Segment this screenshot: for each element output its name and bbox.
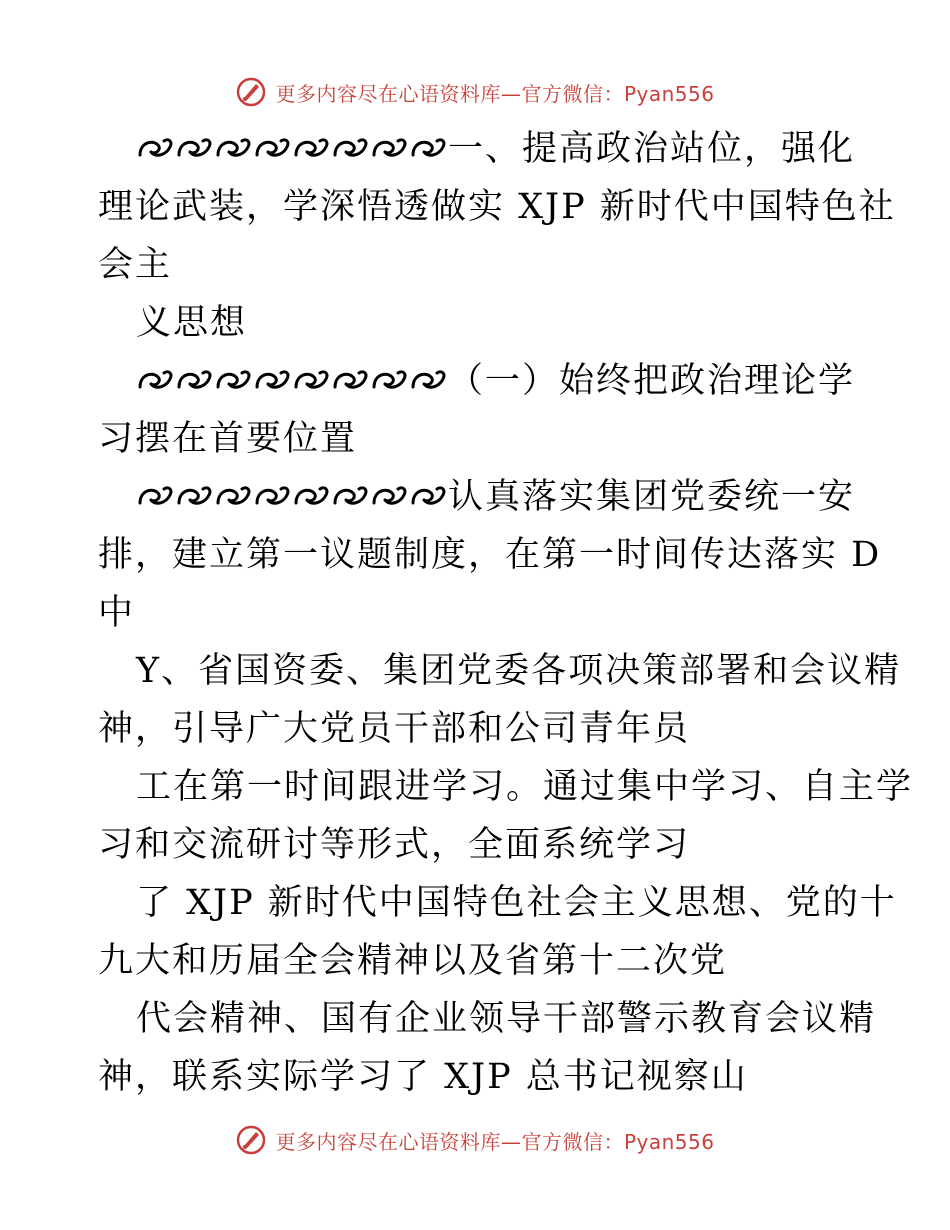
text-line-content: Y、省国资委、集团党委各项决策部署和会议精 [136,651,902,691]
flourish-ornament-svg [136,365,448,395]
logo-icon [235,1124,267,1156]
text-line [136,767,913,807]
header-watermark [0,72,950,112]
text-line-content: （一）始终把政治理论学 [448,361,856,401]
text-line-content: 了 XJP 新时代中国特色社会主义思想、党的十 [136,883,897,923]
text-line-content: 排，建立第一议题制度，在第一时间传达落实 D [98,535,882,575]
logo-icon [235,76,267,108]
flourish-ornament-icon [136,365,448,395]
text-line [98,535,881,575]
text-line-content: 理论武装，学深悟透做实 XJP 新时代中国特色社 [98,187,896,227]
text-line [136,129,855,169]
text-line [98,941,727,981]
text-line [98,1057,748,1097]
footer-watermark-text: 更多内容尽在心语资料库—官方微信：Pyan556 [275,1129,715,1154]
text-line [136,651,901,691]
text-line [98,825,690,865]
text-line-content: 神，联系实际学习了 XJP 总书记视察山 [98,1057,748,1097]
flourish-ornament-icon [136,481,448,511]
text-line-content: 习和交流研讨等形式，全面系统学习 [98,825,691,865]
text-line [98,245,172,285]
text-line-content: 工在第一时间跟进学习。通过集中学习、自主学 [136,767,914,807]
text-line [136,477,855,517]
text-line [136,883,897,923]
text-line-content: 神，引导广大党员干部和公司青年员 [98,709,691,749]
text-line [136,361,855,401]
footer-watermark [0,1120,950,1160]
text-line-content: 九大和历届全会精神以及省第十二次党 [98,941,728,981]
header-watermark-text: 更多内容尽在心语资料库—官方微信：Pyan556 [275,81,715,106]
text-line [136,303,247,343]
text-line-content: 一、提高政治站位，强化 [448,129,856,169]
flourish-ornament-icon [136,133,448,163]
text-line [98,593,135,633]
text-line [98,419,357,459]
text-line-content: 习摆在首要位置 [98,419,358,459]
text-line-content: 中 [98,593,136,633]
text-line [136,999,876,1039]
text-line-content: 会主 [98,245,173,285]
text-line-content: 认真落实集团党委统一安 [448,477,856,517]
text-line-content: 代会精神、国有企业领导干部警示教育会议精 [136,999,877,1039]
text-line [98,709,690,749]
flourish-ornament-svg [136,133,448,163]
flourish-ornament-svg [136,481,448,511]
text-line [98,187,896,227]
text-line-content: 义思想 [136,303,248,343]
